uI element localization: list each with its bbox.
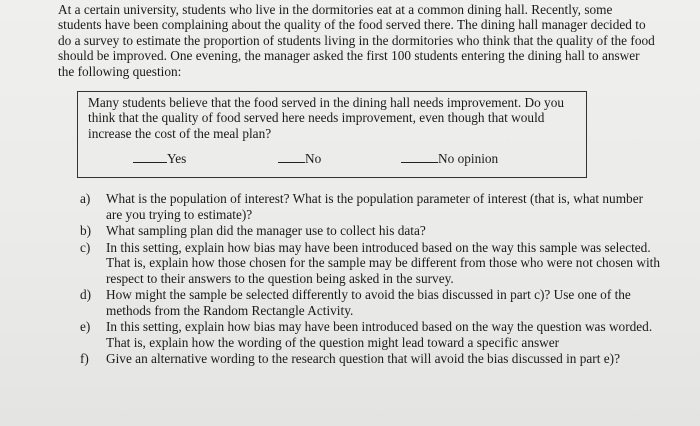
question-b xyxy=(80,223,660,239)
option-no-label: No xyxy=(305,151,322,166)
question-text: What sampling plan did the manager use to collect his data? xyxy=(106,223,426,238)
question-letter: a) xyxy=(80,191,91,206)
option-no-opinion-label: No opinion xyxy=(438,151,499,166)
option-no-opinion xyxy=(401,150,498,166)
question-d xyxy=(80,287,660,318)
option-no xyxy=(278,150,321,166)
question-text: Give an alternative wording to the research question that will avoid the bias discussed in part e)? xyxy=(106,351,620,366)
question-text: How might the sample be selected differently to avoid the bias discussed in part c)? Use one of the methods from the Random Rectangle Activity. xyxy=(106,287,631,318)
question-text: In this setting, explain how bias may have been introduced based on the way this sample was selected. That is, explain how those chosen for the sample may be different from those who were not chosen with respect to their answers to the question being asked in the survey. xyxy=(106,239,661,286)
option-yes xyxy=(133,150,186,166)
survey-question-box xyxy=(77,91,587,178)
option-yes-label: Yes xyxy=(167,151,187,166)
intro-paragraph: At a certain university, students who live in the dormitories eat at a common dining hall. Recently, some students have been complaining about the quality of the food served there. The dining hall manager decided to do a survey to estimate the proportion of students living in the dormitories who think that the quality of the food should be improved. One evening, the manager asked the first 100 students entering the dining hall to answer the following question: xyxy=(58,2,655,79)
question-list xyxy=(80,191,660,368)
question-letter: e) xyxy=(80,319,91,334)
question-letter: f) xyxy=(80,351,89,366)
question-text: In this setting, explain how bias may have been introduced based on the way the question was worded. That is, explain how the wording of the question might lead toward a specific answer xyxy=(106,319,653,350)
question-letter: b) xyxy=(80,223,92,238)
question-c xyxy=(80,240,660,287)
question-letter: d) xyxy=(80,287,92,302)
question-a xyxy=(80,191,660,222)
question-f xyxy=(80,351,660,367)
survey-question-text: Many students believe that the food served in the dining hall needs improvement. Do you think that the quality of food served here needs improvement, even though that would increase the cost of the meal plan? xyxy=(88,95,564,141)
survey-options xyxy=(78,150,586,168)
question-text: What is the population of interest? What is the population parameter of interest (that is, what number are you trying to estimate)? xyxy=(106,191,644,222)
question-letter: c) xyxy=(80,239,91,255)
question-e xyxy=(80,319,660,350)
